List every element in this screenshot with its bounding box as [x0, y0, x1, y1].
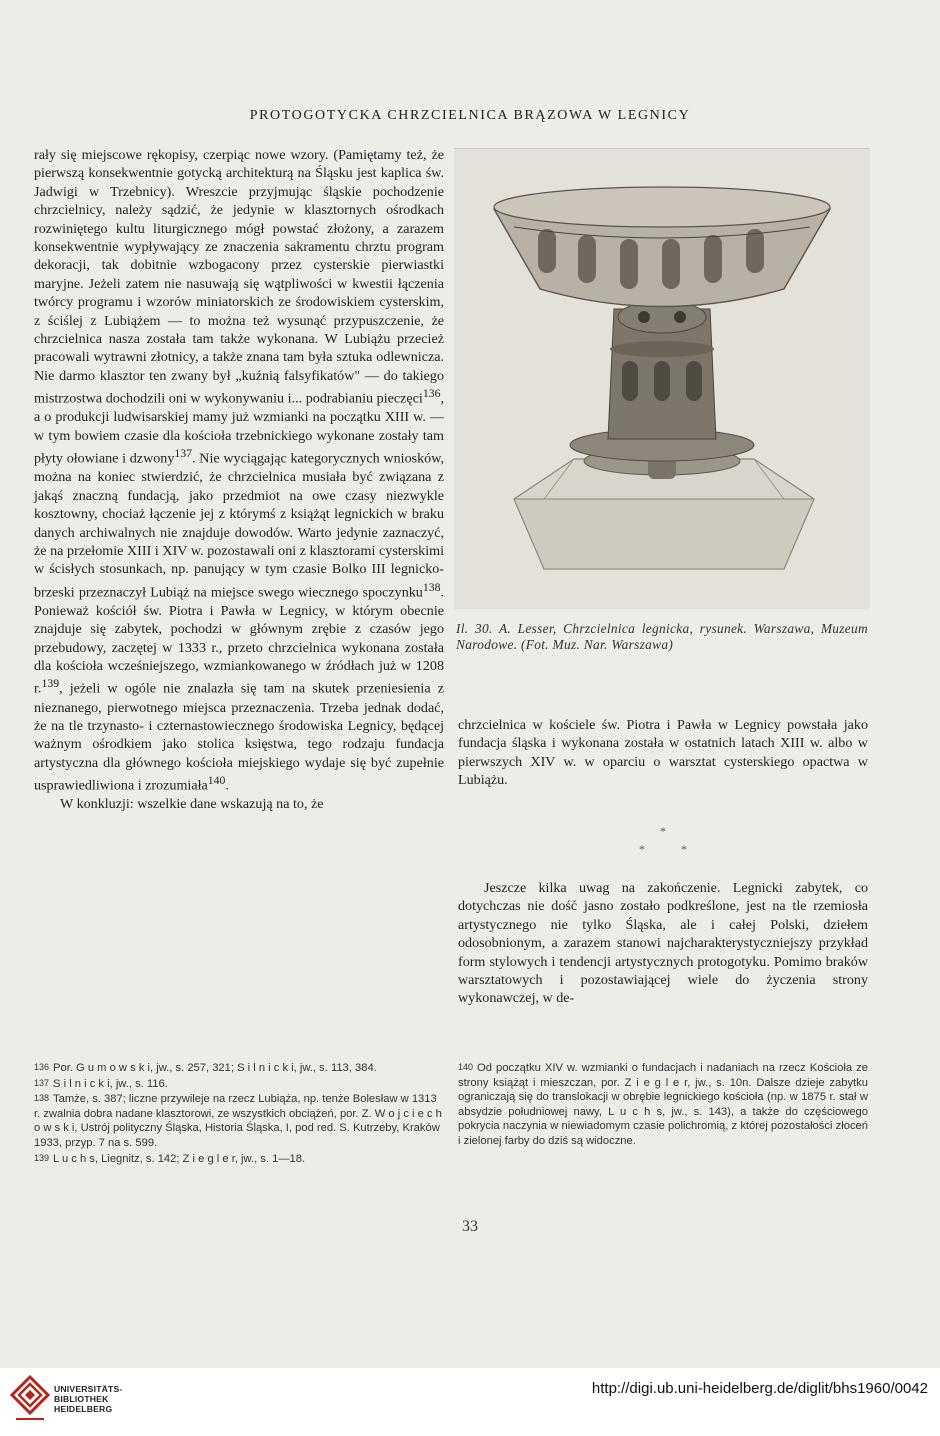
footnote-number: 138 — [34, 1093, 50, 1104]
footnote-ref[interactable]: 139 — [41, 677, 60, 691]
left-paragraph-2: W konkluzji: wszelkie dane wskazują na to, że — [60, 796, 324, 813]
footnote-number: 140 — [458, 1062, 474, 1072]
baptismal-font-illustration — [454, 148, 870, 609]
footnote-text: L u c h s, Liegnitz, s. 142; Z i e g l e r, jw., s. 1—18. — [53, 1152, 306, 1165]
institution-name — [54, 1384, 123, 1415]
footnote-text: Od początku XIV w. wzmianki o fundacjach i nadaniach na rzecz Kościoła ze strony książąt i mieszczan, por. Z i e g l e r, jw., s. 10n. Dalsze dzieje zabytku ograniczają się do translokacji w obrębie legnickiego kościoła (np. w 1875 r. stał w absydzie południowej nawy, L u c h s, jw., s. 143), a także do częściowego pokrycia naczynia w niewiadomym czasie polichromią, z której pozostałości złoceń i zielonej farby do dziś są widoczne. — [458, 1062, 868, 1147]
source-url-link[interactable]: http://digi.ub.uni-heidelberg.de/diglit/bhs1960/0042 — [591, 1380, 928, 1397]
left-column — [34, 146, 444, 814]
footnote-number: 137 — [34, 1077, 50, 1088]
separator-stars-bottom: * * — [639, 842, 687, 856]
text-run: rały się miejscowe rękopisy, czerpiąc nowe wzory. (Pamiętamy też, że pierwszą konsekwentnie gotycką architekturą na Śląsku jest kaplica św. Jadwigi w Trzebnicy). Wreszcie przyjmując śląskie pochodzenie chrzcielnicy, należy sądzić, że jedynie w klasztornych ośrodkach rozwiniętego kultu liturgicznego mógł powstać złożony, a zarazem konsekwentnie wypływający ze znaczenia sakramentu chrztu program dekoracji, tak dobitnie wzbogacony przez cysterskie pierwiastki maryjne. Jeżeli zatem nie nasuwają się wątpliwości w kwestii łączenia twórcy programu i wzorów miniatorskich ze środowiskiem cysterskim, z ściślej z Lubiążem — to można też wysunąć przypuszczenie, że chrzcielnica nasza została tam także wykonana. W Lubiążu przecież pracowali wytrawni złotnicy, a także znana tam była sztuka odlewnicza. Nie darmo klasztor ten zwany był „kuźnią falsyfikatów" — do takiego mistrzostwa dochodzili oni w wykonywaniu i... podrabianiu pieczęci — [34, 147, 444, 407]
footnote-number: 139 — [34, 1152, 50, 1163]
footnote — [34, 1076, 444, 1092]
text-run: , jeżeli w ogóle nie znalazła się tam na skutek przeniesienia z nieznanego, pierwotnego miejsca przeznaczenia. Trzeba jednak dodać, że na tle trzynasto- i czternastowiecznego środowiska Legnicy, będącej ważnym ośrodkiem jako stolica księstwa, tego rodzaju fundacja artystyczna dla głównego kościoła miejskiego wydaje się być zupełnie usprawiedliwiona i zrozumiała — [34, 681, 444, 794]
page-number: 33 — [462, 1218, 478, 1235]
footnote-ref[interactable]: 137 — [174, 447, 193, 461]
figure-caption: Il. 30. A. Lesser, Chrzcielnica legnicka, rysunek. Warszawa, Muzeum Narodowe. (Fot. Muz. Nar. Warszawa) — [456, 621, 868, 652]
footnote — [34, 1151, 444, 1167]
university-library-logo-icon[interactable] — [10, 1375, 50, 1423]
footnote-ref[interactable]: 140 — [207, 774, 226, 788]
institution-line: BIBLIOTHEK — [54, 1394, 109, 1405]
right-column-top — [458, 716, 868, 790]
text-run: . Ponieważ kościół św. Piotra i Pawła w Legnicy, w którym obecnie znajduje się zabytek, pochodzi w głównym zrębie z czasów jego przebudowy, zaczętej w 1333 r., przeto chrzcielnica wykonana została dla kościoła wcześniejszego, wzmiankowanego w źródłach już w 1208 r. — [34, 584, 444, 698]
footnote-ref[interactable]: 136 — [422, 387, 441, 401]
text-run: . — [225, 777, 229, 794]
running-head: PROTOGOTYCKA CHRZCIELNICA BRĄZOWA W LEGNICY — [249, 108, 691, 123]
right-paragraph-a: chrzcielnica w kościele św. Piotra i Pawła w Legnicy powstała jako fundacja śląska i wykonana została w ostatnich latach XIII w. albo w pierwszych XIV w. w oparciu o warsztat cysterskiego opactwa w Lubiążu. — [458, 717, 868, 789]
text-run: . Nie wyciągając kategorycznych wniosków, można na koniec stwierdzić, że chrzcielnica musiała być związana z jakąś znaczną fundacją, jako przedmiot na owe czasy niezwykle kosztowny, chociaż łączenie jej z którymś z książąt legnickich w braku danych archiwalnych nie znajduje dowodów. Warto jedynie zaznaczyć, że na przełomie XIII i XIV w. pozostawali oni z klasztorami cysterskimi w ścisłych stosunkach, np. panujący w tym czasie Bolko III legnicko-brzeski przeznaczył Lubiąż na miejsce swego wiecznego spoczynku — [34, 450, 444, 601]
separator-star-top: * — [660, 824, 666, 838]
footnote — [34, 1060, 444, 1076]
left-paragraph-1 — [34, 146, 444, 795]
right-column-bottom — [458, 879, 868, 1008]
footnotes-left — [34, 1060, 444, 1166]
font-drawing — [454, 149, 870, 609]
footnote — [34, 1091, 444, 1150]
text-run: , a o produkcji ludwisarskiej mamy już wzmianki na początku XIII w. — w tym bowiem czasie dla kościoła trzebnickiego wykonane zostały tam płyty ołowiane i dzwony — [34, 390, 444, 467]
section-separator — [458, 822, 868, 858]
institution-line: HEIDELBERG — [54, 1404, 113, 1415]
footnote-text: S i l n i c k i, jw., s. 116. — [53, 1077, 168, 1090]
footnote-ref[interactable]: 138 — [422, 580, 441, 594]
footnotes-right — [458, 1060, 868, 1149]
footnote-text: Tamże, s. 387; liczne przywileje na rzecz Lubiąża, np. tenże Bolesław w 1313 r. zwalnia dobra nadane klasztorowi, ze wszystkich obciążeń, por. Z. W o j c i e c h o w s k i, Ustrój polityczny Śląska, Historia Śląska, I, pod red. S. Kutrzeby, Kraków 1933, przyp. 7 na s. 599. — [34, 1093, 442, 1149]
footnote — [458, 1060, 868, 1149]
footer-bar — [0, 1368, 940, 1436]
footnote-number: 136 — [34, 1062, 50, 1072]
footnote-text: Por. G u m o w s k i, jw., s. 257, 321; S i l n i c k i, jw., s. 113, 384. — [53, 1062, 377, 1074]
institution-line: UNIVERSITÄTS- — [54, 1384, 123, 1394]
right-paragraph-b: Jeszcze kilka uwag na zakończenie. Legnicki zabytek, co dotychczas nie dość jasno zostało podkreślone, jest na tle rzemiosła artystycznego nie tylko Śląska, ale i całej Polski, dziełem odosobnionym, a zarazem stanowi najcharakterystyczniejszy przykład form stylowych i tendencji artystycznych protogotyku. Pomimo braków warsztatowych i pozostawiającej wiele do życzenia strony wykonawczej, w de- — [458, 880, 868, 1007]
